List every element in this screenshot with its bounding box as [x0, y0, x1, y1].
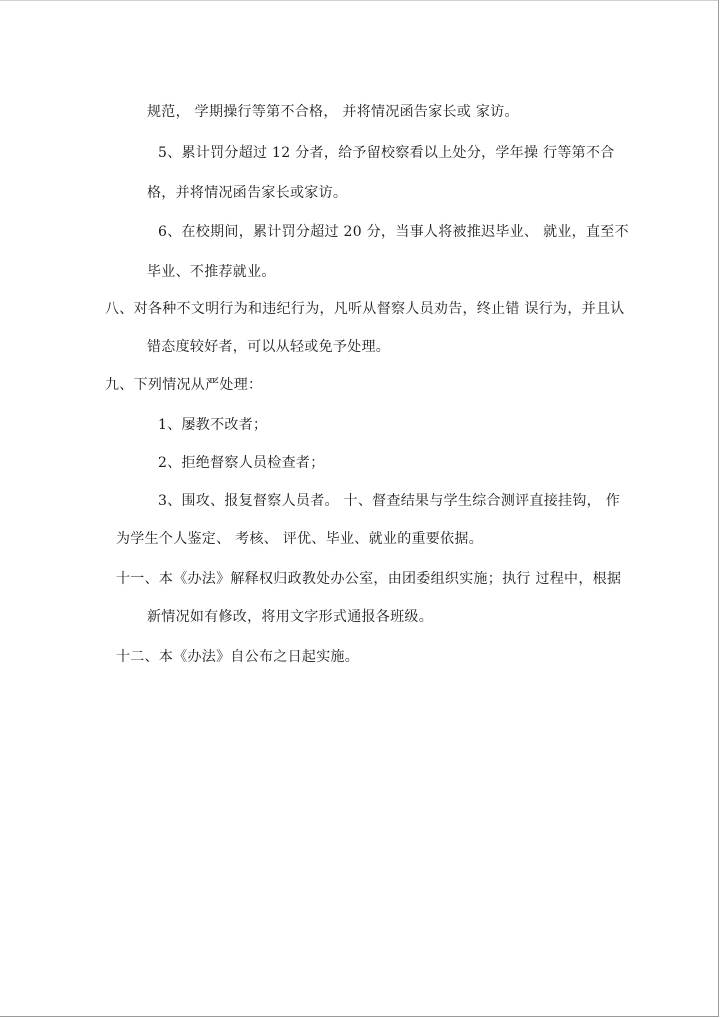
text-line: 1、屡教不改者；	[158, 417, 268, 433]
text-line: 毕业、不推荐就业。	[147, 264, 276, 280]
text-line: 6、在校期间，累计罚分超过 20 分，当事人将被推迟毕业、 就业，直至不	[158, 224, 629, 240]
text-line: 格，并将情况函告家长或家访。	[147, 185, 348, 201]
text-line: 十一、本《办法》解释权归政教处办公室，由团委组织实施；执行 过程中，根据	[116, 571, 622, 587]
text-line: 2、拒绝督察人员检查者；	[158, 455, 325, 471]
text-line: 规范， 学期操行等第不合格， 并将情况函告家长或 家访。	[147, 104, 519, 120]
text-line: 十二、本《办法》自公布之日起实施。	[116, 649, 360, 665]
text-line: 错态度较好者，可以从轻或免予处理。	[147, 339, 391, 355]
text-line: 3、围攻、报复督察人员者。 十、督查结果与学生综合测评直接挂钩， 作	[158, 493, 621, 509]
text-line: 八、对各种不文明行为和违纪行为，凡听从督察人员劝告，终止错 误行为，并且认	[105, 301, 625, 317]
text-line: 5、累计罚分超过 12 分者，给予留校察看以上处分，学年操 行等第不合	[158, 145, 615, 161]
text-line: 九、下列情况从严处理：	[105, 377, 263, 393]
text-line: 为学生个人鉴定、 考核、 评优、毕业、就业的重要依据。	[116, 531, 483, 547]
text-line: 新情况如有修改，将用文字形式通报各班级。	[147, 609, 433, 625]
